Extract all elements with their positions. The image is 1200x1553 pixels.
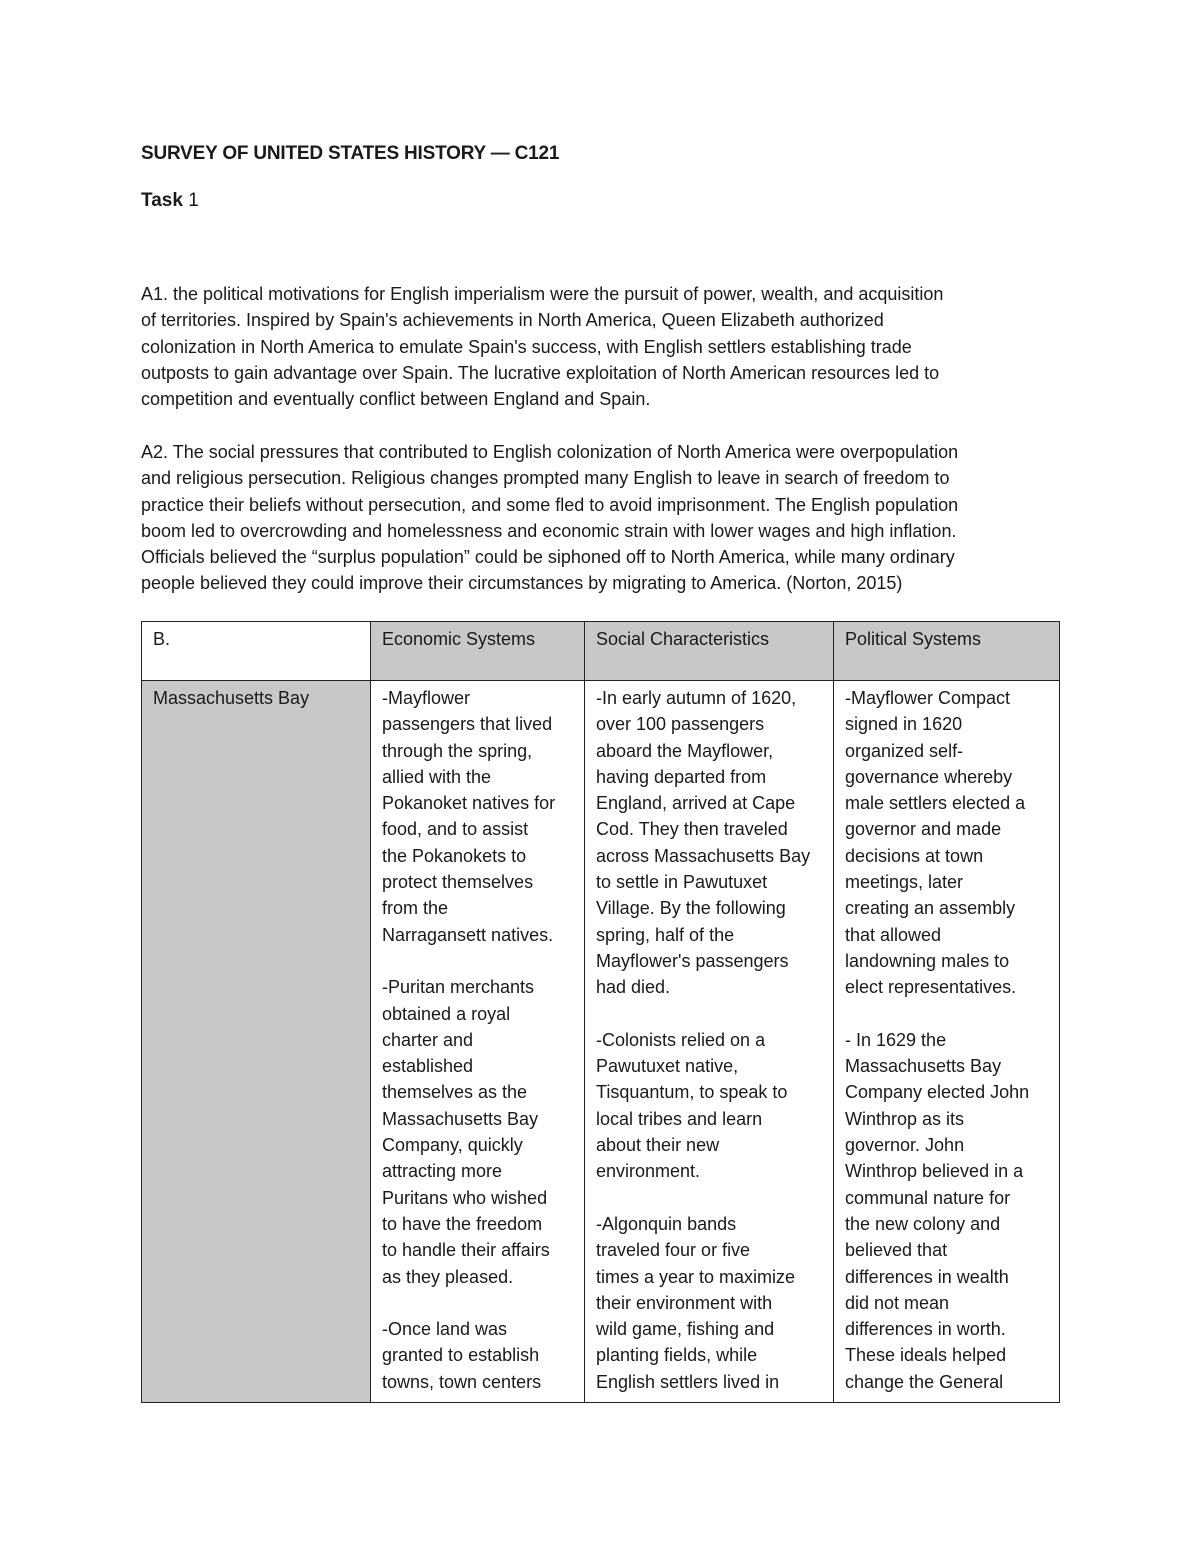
table-row (142, 681, 1060, 1403)
table-header-row (142, 622, 1060, 681)
cell-line: -Puritan merchants (382, 977, 535, 998)
cell-line: Pawutuxet native, (596, 1056, 739, 1077)
cell-line: over 100 passengers (596, 714, 765, 735)
paragraph-line: of territories. Inspired by Spain's achievements in North America, Queen Elizabeth authorized (141, 310, 884, 331)
line-gap (596, 1001, 823, 1027)
cell-line: their environment with (596, 1292, 773, 1313)
row-label-text: Massachusetts Bay (153, 688, 310, 708)
cell-line: differences in worth. (845, 1319, 1006, 1340)
cell-line: to handle their affairs (382, 1240, 550, 1261)
cell-line: landowning males to (845, 950, 1010, 971)
cell-line: granted to establish (382, 1345, 540, 1366)
cell-line: the new colony and (845, 1213, 1001, 1234)
cell-line: established (382, 1056, 474, 1077)
cell-line: Cod. They then traveled (596, 819, 788, 840)
cell-line: - In 1629 the (845, 1029, 947, 1050)
cell-line: about their new (596, 1135, 720, 1156)
cell-line: These ideals helped (845, 1345, 1007, 1366)
table-header-b: B. (142, 622, 371, 681)
cell-line: had died. (596, 977, 671, 998)
cell-line: Pokanoket natives for (382, 793, 556, 814)
cell-line: meetings, later (845, 872, 964, 893)
cell-line: male settlers elected a (845, 793, 1026, 814)
cell-line: -Mayflower Compact (845, 688, 1011, 708)
table-header-political: Political Systems (834, 622, 1060, 681)
cell-social-characteristics (585, 681, 834, 1403)
cell-line: change the General (845, 1371, 1004, 1392)
document-title: SURVEY OF UNITED STATES HISTORY — C121 (141, 143, 560, 164)
cell-line: as they pleased. (382, 1266, 514, 1287)
cell-line: through the spring, (382, 740, 533, 761)
cell-line: passengers that lived (382, 714, 553, 735)
cell-line: Company elected John (845, 1082, 1030, 1103)
paragraph-line: practice their beliefs without persecution, and some fled to avoid imprisonment. The English population (141, 494, 959, 515)
paragraph-line: competition and eventually conflict between England and Spain. (141, 389, 651, 410)
task-label: Task (141, 190, 183, 211)
cell-line: -Once land was (382, 1319, 508, 1340)
cell-line: governor. John (845, 1135, 965, 1156)
paragraph-line: colonization in North America to emulate Spain's success, with English settlers establishing trade (141, 336, 912, 357)
cell-line: having departed from (596, 766, 767, 787)
row-label-massachusetts-bay (142, 681, 371, 1403)
cell-line: planting fields, while (596, 1345, 758, 1366)
cell-line: signed in 1620 (845, 714, 963, 735)
cell-line: differences in wealth (845, 1266, 1009, 1287)
cell-line: that allowed (845, 924, 942, 945)
paragraph-a1 (141, 281, 1071, 412)
cell-line: organized self- (845, 740, 964, 761)
task-number: 1 (188, 190, 199, 211)
line-gap (596, 1185, 823, 1211)
paragraph-line: Officials believed the “surplus population” could be siphoned off to North America, while many ordinary (141, 547, 955, 568)
cell-line: Massachusetts Bay (845, 1056, 1002, 1077)
cell-line: times a year to maximize (596, 1266, 796, 1287)
cell-line: food, and to assist (382, 819, 529, 840)
paragraph-line: boom led to overcrowding and homelessness and economic strain with lower wages and high inflation. (141, 520, 957, 541)
cell-line: English settlers lived in (596, 1371, 780, 1392)
cell-line: -Algonquin bands (596, 1213, 737, 1234)
cell-line: wild game, fishing and (596, 1319, 775, 1340)
cell-line: governance whereby (845, 766, 1013, 787)
cell-line: -Colonists relied on a (596, 1029, 766, 1050)
cell-line: local tribes and learn (596, 1108, 763, 1129)
cell-line: -In early autumn of 1620, (596, 688, 797, 708)
cell-line: elect representatives. (845, 977, 1017, 998)
table-header-social: Social Characteristics (585, 622, 834, 681)
cell-line: Puritans who wished (382, 1187, 548, 1208)
cell-line: to settle in Pawutuxet (596, 872, 768, 893)
line-gap (382, 1290, 574, 1316)
cell-line: to have the freedom (382, 1213, 543, 1234)
cell-line: protect themselves (382, 872, 534, 893)
cell-line: England, arrived at Cape (596, 793, 796, 814)
task-heading (141, 190, 199, 212)
cell-line: -Mayflower (382, 688, 471, 708)
line-gap (845, 1001, 1049, 1027)
paragraph-a2 (141, 439, 1071, 597)
cell-economic-systems (371, 681, 585, 1403)
comparison-table (141, 621, 1060, 1403)
paragraph-line: people believed they could improve their circumstances by migrating to America. (Norton, 2015) (141, 573, 903, 594)
cell-line: across Massachusetts Bay (596, 845, 811, 866)
cell-line: Massachusetts Bay (382, 1108, 539, 1129)
paragraph-line: and religious persecution. Religious changes prompted many English to leave in search of freedom to (141, 468, 950, 489)
cell-line: Winthrop as its (845, 1108, 965, 1129)
cell-line: Narragansett natives. (382, 924, 554, 945)
cell-line: the Pokanokets to (382, 845, 527, 866)
line-gap (382, 948, 574, 974)
cell-line: from the (382, 898, 449, 919)
cell-line: spring, half of the (596, 924, 735, 945)
cell-line: decisions at town (845, 845, 984, 866)
cell-line: towns, town centers (382, 1371, 542, 1392)
cell-political-systems (834, 681, 1060, 1403)
cell-line: creating an assembly (845, 898, 1016, 919)
cell-line: allied with the (382, 766, 492, 787)
cell-line: Tisquantum, to speak to (596, 1082, 788, 1103)
cell-line: Village. By the following (596, 898, 786, 919)
cell-line: believed that (845, 1240, 948, 1261)
paragraph-line: A2. The social pressures that contributed to English colonization of North America were overpopulation (141, 442, 959, 462)
cell-line: governor and made (845, 819, 1002, 840)
cell-line: did not mean (845, 1292, 950, 1313)
paragraph-line: outposts to gain advantage over Spain. The lucrative exploitation of North American resources led to (141, 362, 940, 383)
cell-line: traveled four or five (596, 1240, 751, 1261)
cell-line: communal nature for (845, 1187, 1011, 1208)
paragraph-line: A1. the political motivations for English imperialism were the pursuit of power, wealth, and acquisition (141, 284, 944, 304)
cell-line: environment. (596, 1161, 701, 1182)
cell-line: Company, quickly (382, 1135, 523, 1156)
cell-line: attracting more (382, 1161, 503, 1182)
cell-line: themselves as the (382, 1082, 528, 1103)
cell-line: Mayflower's passengers (596, 950, 789, 971)
cell-line: Winthrop believed in a (845, 1161, 1024, 1182)
cell-line: obtained a royal (382, 1003, 511, 1024)
table-header-economic: Economic Systems (371, 622, 585, 681)
cell-line: charter and (382, 1029, 474, 1050)
cell-line: aboard the Mayflower, (596, 740, 774, 761)
